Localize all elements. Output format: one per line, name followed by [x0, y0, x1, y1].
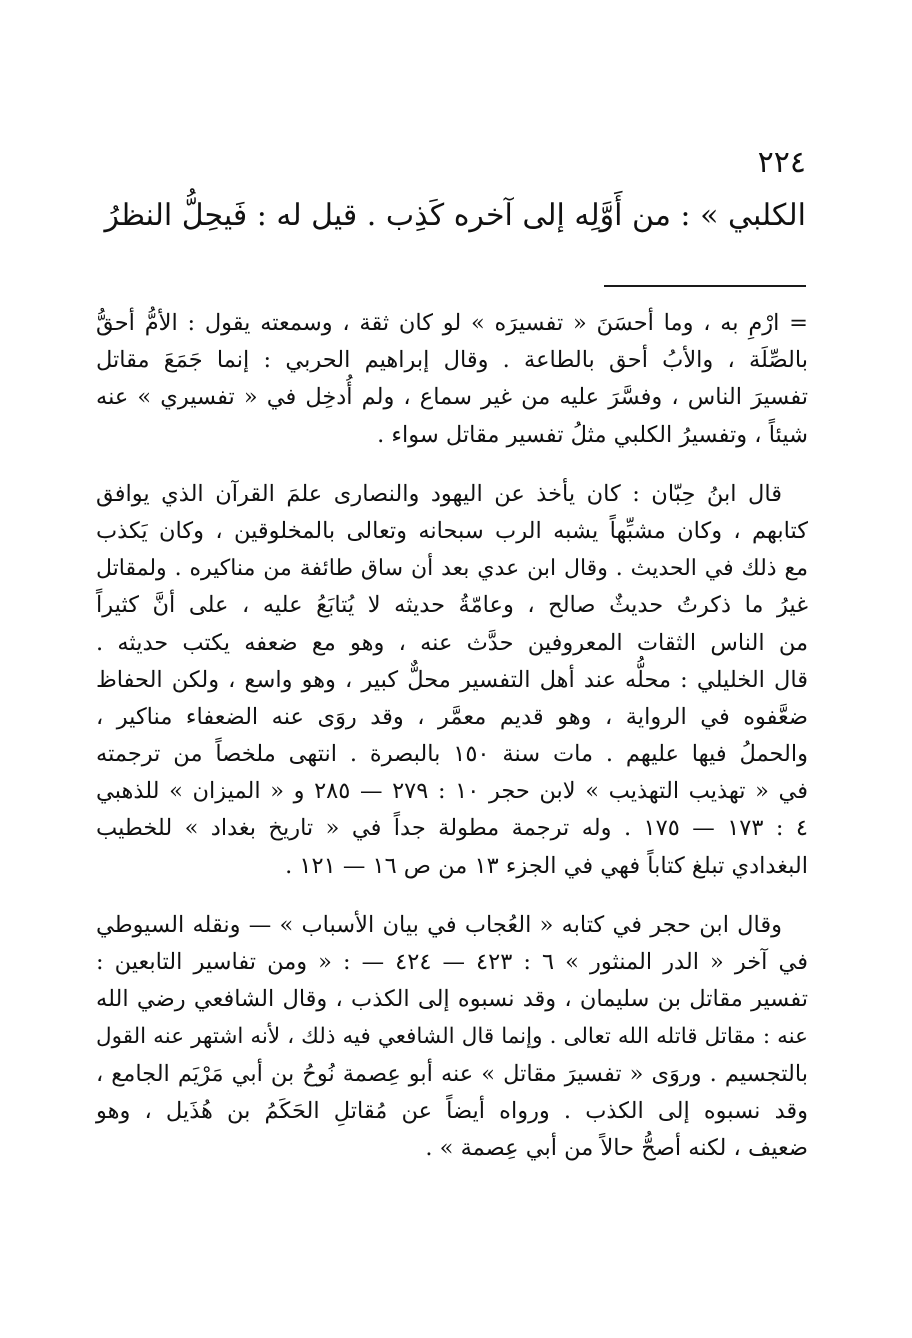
footnote-line: كتابهم ، وكان مشبِّهاً يشبه الرب سبحانه وتعالى بالمخلوقين ، وكان يَكذب	[96, 517, 808, 544]
footnotes	[96, 305, 808, 1167]
footnote-line: ضعيف ، لكنه أصحُّ حالاً من أبي عِصمة » .	[425, 1134, 808, 1161]
footnote-line: من الناس الثقات المعروفين حدَّث عنه ، وهو مع ضعفه يكتب حديثه .	[96, 629, 808, 656]
footnote-line: وقد نسبوه إلى الكذب . ورواه أيضاً عن مُقاتلِ الحَكَمُ بن هُذَيل ، وهو	[96, 1097, 808, 1124]
footnote-line: وقال ابن حجر في كتابه « العُجاب في بيان الأسباب » — ونقله السيوطي	[96, 911, 782, 938]
footnote-line: = ارْمِ به ، وما أحسَنَ « تفسيرَه » لو كان ثقة ، وسمعته يقول : الأمُّ أحقُّ	[96, 310, 808, 336]
footnote-line: البغدادي تبلغ كتاباً فهي في الجزء ١٣ من ص ١٦ — ١٢١ .	[285, 852, 808, 879]
footnote-paragraph-3	[96, 907, 808, 1167]
page-number: ٢٢٤	[757, 145, 806, 180]
footnote-line: عنه : مقاتل قاتله الله تعالى . وإنما قال الشافعي فيه ذلك ، لأنه اشتهر عنه القول	[96, 1024, 808, 1050]
footnote-line: بالتجسيم . وروَى « تفسيرَ مقاتل » عنه أبو عِصمة نُوحُ بن أبي مَرْيَم الجامع ،	[96, 1060, 808, 1087]
footnote-line: ضعَّفوه في الرواية ، وهو قديم معمَّر ، وقد روَى عنه الضعفاء مناكير ،	[96, 703, 808, 730]
footnote-line: مع ذلك في الحديث . وقال ابن عدي بعد أن ساق طائفة من مناكيره . ولمقاتل	[96, 556, 808, 582]
paragraph-gap	[96, 885, 808, 907]
footnote-line: قال ابنُ حِبّان : كان يأخذ عن اليهود والنصارى علمَ القرآن الذي يوافق	[96, 480, 782, 507]
footnote-line: بالصِّلَة ، والأبُ أحق بالطاعة . وقال إبراهيم الحربي : إنما جَمَعَ مقاتل	[96, 347, 808, 374]
footnote-paragraph-2	[96, 476, 808, 885]
footnote-line: قال الخليلي : محلُّه عند أهل التفسير محلٌّ كبير ، وهو واسع ، ولكن الحفاظ	[96, 666, 808, 693]
footnote-line: في آخر « الدر المنثور » ٦ : ٤٢٣ — ٤٢٤ — : « ومن تفاسير التابعين :	[96, 949, 808, 975]
footnote-line: والحملُ فيها عليهم . مات سنة ١٥٠ بالبصرة . انتهى ملخصاً من ترجمته	[96, 741, 808, 768]
main-text-line: الكلبي » : من أَوَّلِه إلى آخره كَذِب . قيل له : فَيحِلُّ النظرُ	[104, 198, 806, 233]
footnote-line: شيئاً ، وتفسيرُ الكلبي مثلُ تفسير مقاتل سواء .	[377, 421, 808, 448]
footnote-paragraph-1	[96, 305, 808, 454]
footnote-line: ٤ : ١٧٣ — ١٧٥ . وله ترجمة مطولة جداً في « تاريخ بغداد » للخطيب	[96, 815, 808, 842]
paragraph-gap	[96, 454, 808, 476]
footnote-line: غيرُ ما ذكرتُ حديثٌ صالح ، وعامّةُ حديثه لا يُتابَعُ عليه ، على أنَّ كثيراً	[96, 592, 808, 619]
footnote-line: تفسيرَ الناس ، وفسَّرَ عليه من غير سماع ، ولم أُدخِل في « تفسيري » عنه	[96, 384, 808, 411]
footnote-line: في « تهذيب التهذيب » لابن حجر ١٠ : ٢٧٩ — ٢٨٥ و « الميزان » للذهبي	[96, 778, 808, 805]
footnote-line: تفسير مقاتل بن سليمان ، وقد نسبوه إلى الكذب ، وقال الشافعي رضي الله	[96, 986, 808, 1013]
footnote-separator	[604, 285, 806, 287]
